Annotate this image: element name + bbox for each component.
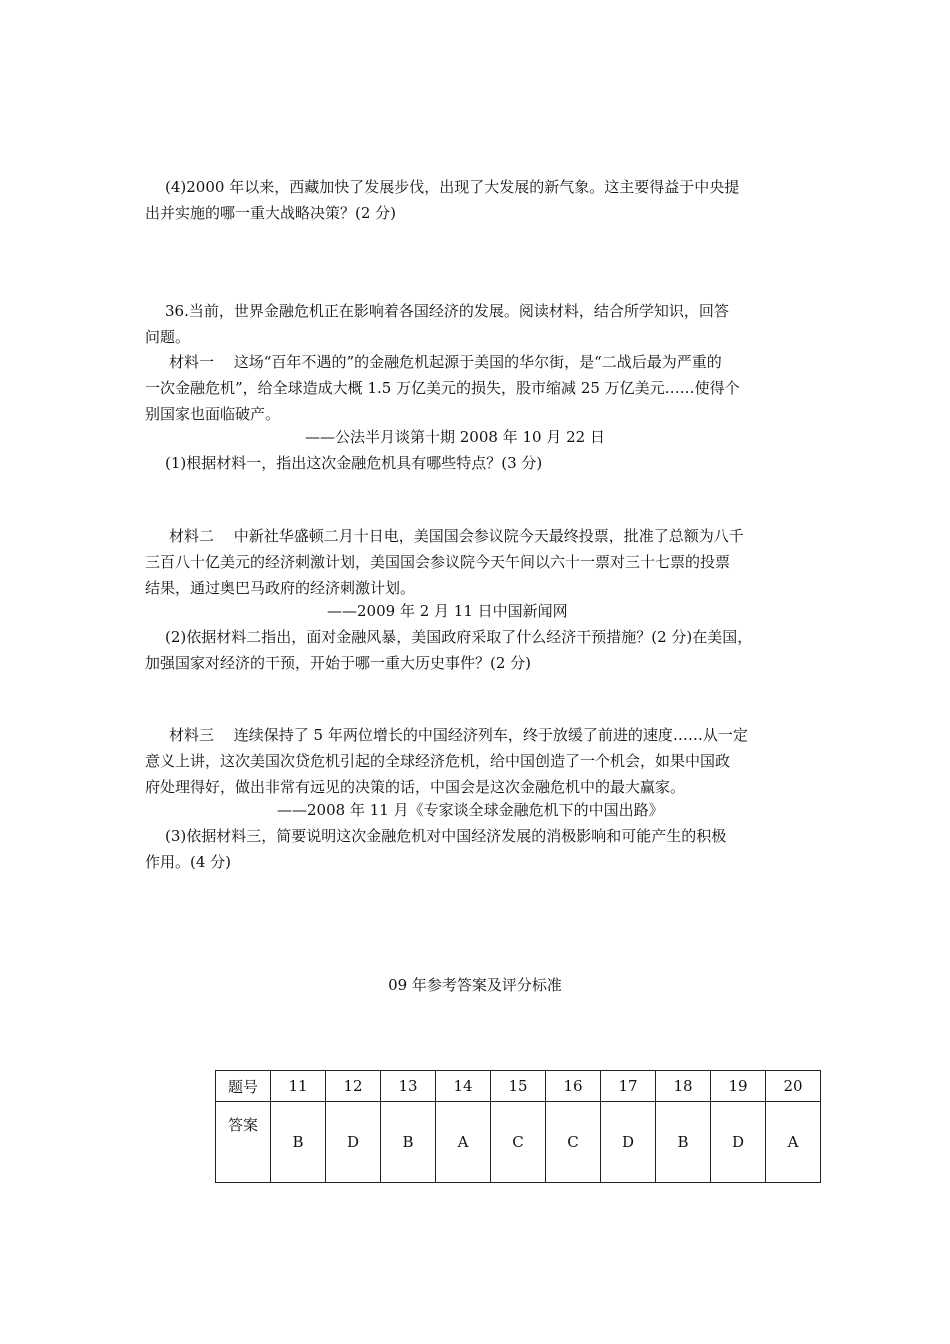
material-2-line-3: 结果，通过奥巴马政府的经济刺激计划。 <box>145 579 416 597</box>
material-3-line-2: 意义上讲，这次美国次贷危机引起的全球经济危机，给中国创造了一个机会，如果中国政 <box>145 752 731 770</box>
question-36-intro-line-2: 问题。 <box>145 328 191 346</box>
answer-cell: B <box>656 1102 711 1183</box>
material-3-line-3: 府处理得好，做出非常有远见的决策的话，中国会是这次金融危机中的最大赢家。 <box>145 778 686 796</box>
sub-question-2-line-1: (2)依据材料二指出，面对金融风暴，美国政府采取了什么经济干预措施？(2 分)在美国， <box>165 628 753 646</box>
sub-question-2-line-2: 加强国家对经济的干预，开始于哪一重大历史事件？(2 分) <box>145 654 532 672</box>
material-2-line-1: 材料二 中新社华盛顿二月十日电，美国国会参议院今天最终投票，批准了总额为八千 <box>169 527 744 545</box>
sub-question-3-line-2: 作用。(4 分) <box>145 853 232 871</box>
answer-cell: D <box>711 1102 766 1183</box>
material-1-line-2: 一次金融危机”，给全球造成大概 1.5 万亿美元的损失，股市缩减 25 万亿美元……使得个 <box>145 379 740 397</box>
answer-cell: B <box>271 1102 326 1183</box>
sub-question-1 <box>145 450 810 476</box>
material-2 <box>145 523 810 601</box>
question-number-cell: 16 <box>546 1071 601 1102</box>
sub-question-1-text: (1)根据材料一，指出这次金融危机具有哪些特点？(3 分) <box>165 454 543 472</box>
material-1-line-3: 别国家也面临破产。 <box>145 405 281 423</box>
material-2-source: ——2009 年 2 月 11 日中国新闻网 <box>327 602 568 620</box>
answer-cell: A <box>766 1102 821 1183</box>
sub-question-2 <box>145 624 810 676</box>
question-number-cell: 19 <box>711 1071 766 1102</box>
question-number-cell: 17 <box>601 1071 656 1102</box>
question-number-cell: 14 <box>436 1071 491 1102</box>
answer-cell: C <box>546 1102 601 1183</box>
question-number-cell: 11 <box>271 1071 326 1102</box>
material-3-source: ——2008 年 11 月《专家谈全球金融危机下的中国出路》 <box>277 801 664 819</box>
question-4-line-1: (4)2000 年以来，西藏加快了发展步伐，出现了大发展的新气象。这主要得益于中央提 <box>165 178 740 196</box>
answer-cell: A <box>436 1102 491 1183</box>
material-1 <box>145 349 810 427</box>
question-number-cell: 20 <box>766 1071 821 1102</box>
answer-cell: B <box>381 1102 436 1183</box>
answer-table <box>215 1070 821 1183</box>
answer-key-title: 09 年参考答案及评分标准 <box>388 976 562 994</box>
question-number-cell: 13 <box>381 1071 436 1102</box>
material-3-line-1: 材料三 连续保持了 5 年两位增长的中国经济列车，终于放缓了前进的速度……从一定 <box>169 726 748 744</box>
answer-label-cell: 答案 <box>216 1102 271 1183</box>
answer-cell: D <box>326 1102 381 1183</box>
sub-question-3-line-1: (3)依据材料三，简要说明这次金融危机对中国经济发展的消极影响和可能产生的积极 <box>165 827 727 845</box>
question-number-cell: 12 <box>326 1071 381 1102</box>
header-label-cell: 题号 <box>216 1071 271 1102</box>
answer-table-answer-row <box>216 1102 821 1183</box>
question-36-intro-line-1: 36.当前，世界金融危机正在影响着各国经济的发展。阅读材料，结合所学知识，回答 <box>165 302 729 320</box>
material-2-line-2: 三百八十亿美元的经济刺激计划，美国国会参议院今天午间以六十一票对三十七票的投票 <box>145 553 731 571</box>
question-36-intro <box>145 298 810 350</box>
answer-cell: D <box>601 1102 656 1183</box>
material-1-line-1: 材料一 这场“百年不遇的”的金融危机起源于美国的华尔街，是“二战后最为严重的 <box>169 353 722 371</box>
question-4 <box>145 174 810 226</box>
question-number-cell: 18 <box>656 1071 711 1102</box>
question-number-cell: 15 <box>491 1071 546 1102</box>
sub-question-3 <box>145 823 810 875</box>
material-3 <box>145 722 810 800</box>
question-4-line-2: 出并实施的哪一重大战略决策？(2 分) <box>145 204 397 222</box>
answer-cell: C <box>491 1102 546 1183</box>
answer-table-header-row <box>216 1071 821 1102</box>
material-1-source: ——公法半月谈第十期 2008 年 10 月 22 日 <box>305 428 605 446</box>
